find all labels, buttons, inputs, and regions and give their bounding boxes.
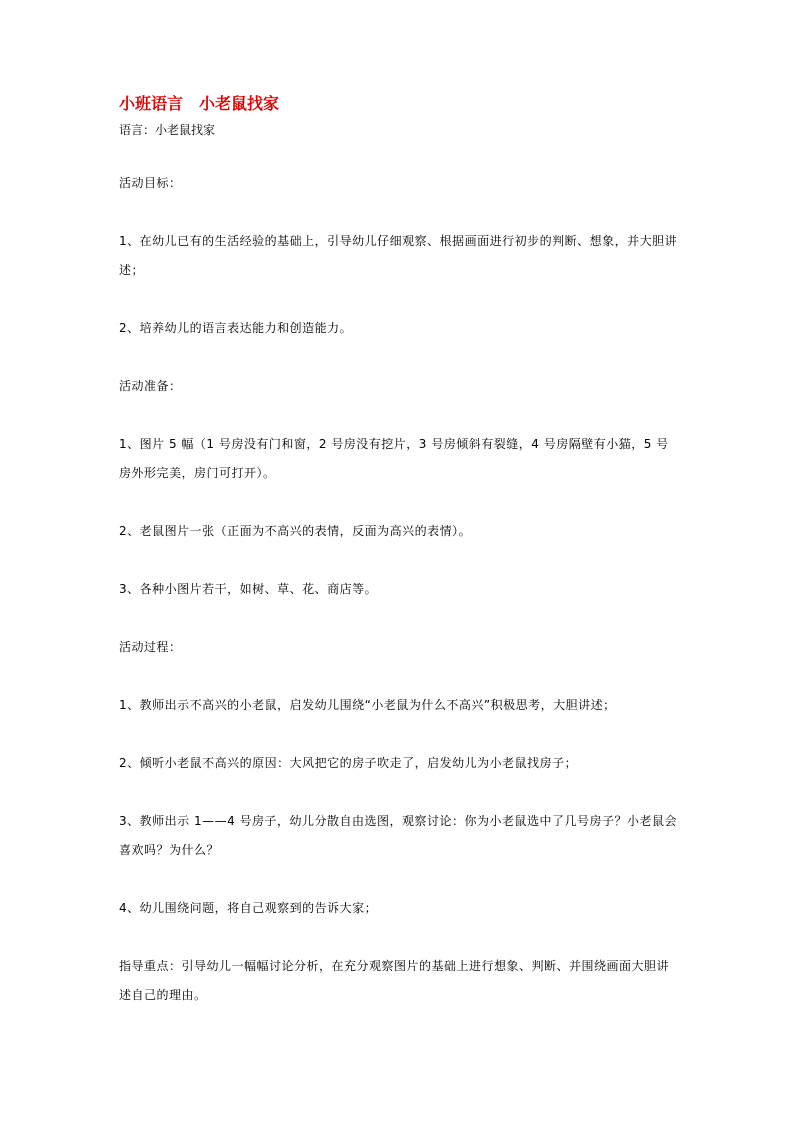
goal-item-1: 1、在幼儿已有的生活经验的基础上，引导幼儿仔细观察、根据画面进行初步的判断、想象，并大胆讲述； (119, 234, 678, 277)
preparation-item-1: 1、图片 5 幅（1 号房没有门和窗，2 号房没有挖片，3 号房倾斜有裂缝，4 号房隔壁有小猫，5 号房外形完美，房门可打开）。 (119, 437, 669, 480)
document-title: 小班语言 小老鼠找家 (119, 94, 280, 113)
goal-item-2: 2、培养幼儿的语言表达能力和创造能力。 (119, 321, 353, 335)
guidance-focus: 指导重点：引导幼儿一幅幅讨论分析，在充分观察图片的基础上进行想象、判断、并围绕画面大胆讲述自己的理由。 (119, 959, 670, 1002)
preparation-item-2: 2、老鼠图片一张（正面为不高兴的表情，反面为高兴的表情）。 (119, 524, 472, 538)
process-item-3: 3、教师出示 1——4 号房子，幼儿分散自由选图，观察讨论：你为小老鼠选中了几号房子？小老鼠会喜欢吗？为什么？ (119, 814, 678, 857)
document-subtitle: 语言：小老鼠找家 (119, 123, 216, 137)
section-heading-goals: 活动目标： (119, 176, 182, 190)
process-item-1: 1、教师出示不高兴的小老鼠，启发幼儿围绕“小老鼠为什么不高兴”积极思考，大胆讲述； (119, 698, 616, 712)
preparation-item-3: 3、各种小图片若干，如树、草、花、商店等。 (119, 582, 378, 596)
section-heading-process: 活动过程： (119, 640, 182, 654)
document-page (119, 94, 679, 1010)
process-item-2: 2、倾听小老鼠不高兴的原因：大风把它的房子吹走了，启发幼儿为小老鼠找房子； (119, 756, 578, 770)
section-heading-preparation: 活动准备： (119, 379, 182, 393)
process-item-4: 4、幼儿围绕问题，将自己观察到的告诉大家； (119, 901, 378, 915)
